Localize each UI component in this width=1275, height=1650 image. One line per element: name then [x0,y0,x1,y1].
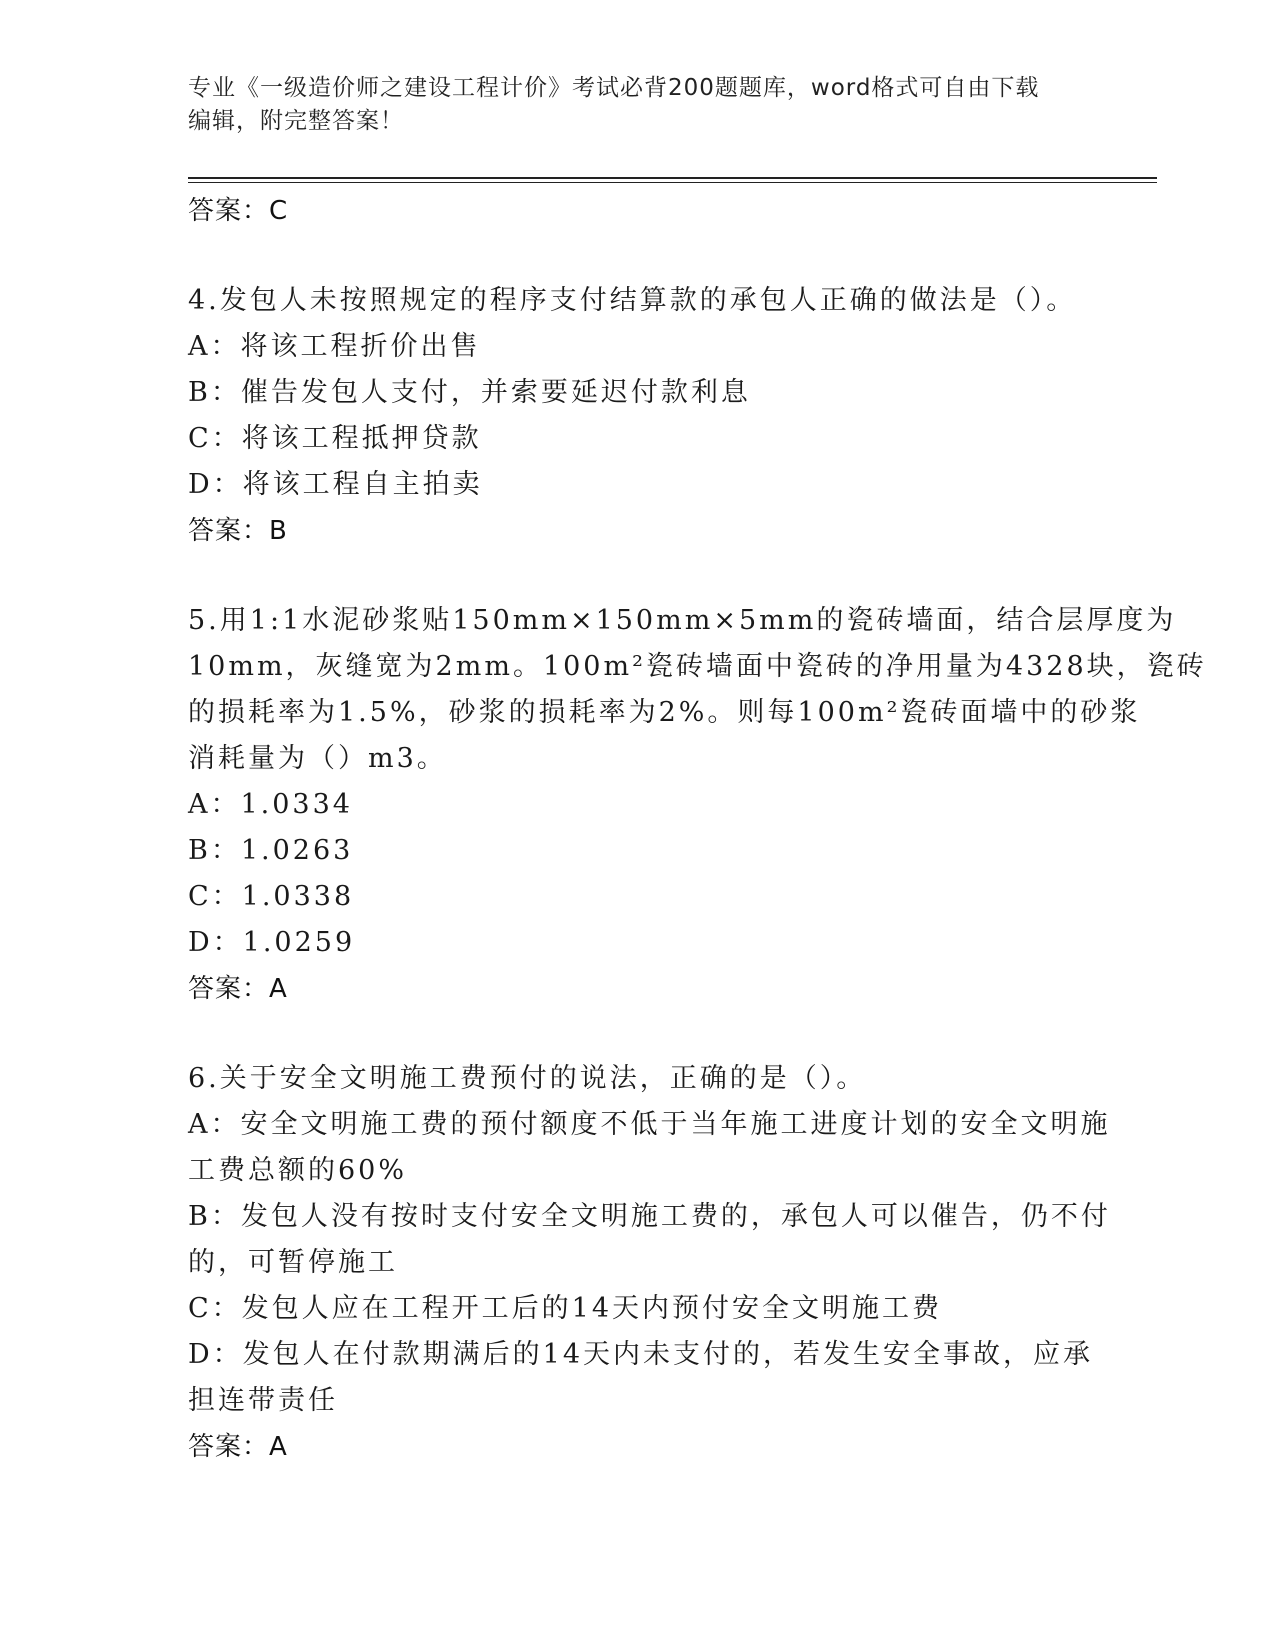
question-6-stem: 6.关于安全文明施工费预付的说法，正确的是（）。 [188,1063,867,1094]
question-5-option-a: A：1.0334 [188,789,353,820]
question-4-answer: 答案：B [188,516,288,546]
question-6-option-b-line-2: 的，可暂停施工 [188,1247,398,1278]
header-line-2: 编辑，附完整答案！ [188,108,404,134]
question-5-option-d: D：1.0259 [188,927,356,958]
question-5-stem-line-4: 消耗量为（）m3。 [188,743,447,774]
question-6-option-a-line-2: 工费总额的60% [188,1155,408,1186]
question-6 [188,1056,1111,1470]
question-5-option-c: C：1.0338 [188,881,355,912]
question-5-stem-line-1: 5.用1:1水泥砂浆贴150mm×150mm×5mm的瓷砖墙面，结合层厚度为 [188,605,1177,636]
question-5-stem-line-2: 10mm，灰缝宽为2mm。100m²瓷砖墙面中瓷砖的净用量为4328块，瓷砖 [188,651,1207,682]
question-4-stem: 4.发包人未按照规定的程序支付结算款的承包人正确的做法是（）。 [188,285,1077,316]
spacer [188,234,1088,278]
question-6-option-a-line-1: A：安全文明施工费的预付额度不低于当年施工进度计划的安全文明施 [188,1109,1111,1140]
document-header [188,72,1068,138]
question-6-option-b-line-1: B：发包人没有按时支付安全文明施工费的，承包人可以催告，仍不付 [188,1201,1111,1232]
header-divider-thick [188,177,1157,179]
question-6-option-d-line-2: 担连带责任 [188,1385,338,1416]
question-4-option-b: B：催告发包人支付，并索要延迟付款利息 [188,377,751,408]
header-line-1: 专业《一级造价师之建设工程计价》考试必背200题题库，word格式可自由下载 [188,75,1040,101]
question-6-option-c: C：发包人应在工程开工后的14天内预付安全文明施工费 [188,1293,943,1324]
question-4-option-c: C：将该工程抵押贷款 [188,423,482,454]
spacer [188,554,1088,598]
question-5-option-b: B：1.0263 [188,835,354,866]
question-6-answer: 答案：A [188,1432,288,1462]
question-4-option-d: D：将该工程自主拍卖 [188,469,483,500]
spacer [188,1012,1088,1056]
question-4 [188,278,1088,554]
previous-answer: 答案：C [188,196,289,226]
question-5-answer: 答案：A [188,974,288,1004]
question-list [188,188,1207,1470]
question-6-option-d-line-1: D：发包人在付款期满后的14天内未支付的，若发生安全事故，应承 [188,1339,1094,1370]
question-4-option-a: A：将该工程折价出售 [188,331,481,362]
header-divider-thin [188,182,1157,183]
question-5 [188,598,1207,1012]
question-5-stem-line-3: 的损耗率为1.5%，砂浆的损耗率为2%。则每100m²瓷砖面墙中的砂浆 [188,697,1141,728]
